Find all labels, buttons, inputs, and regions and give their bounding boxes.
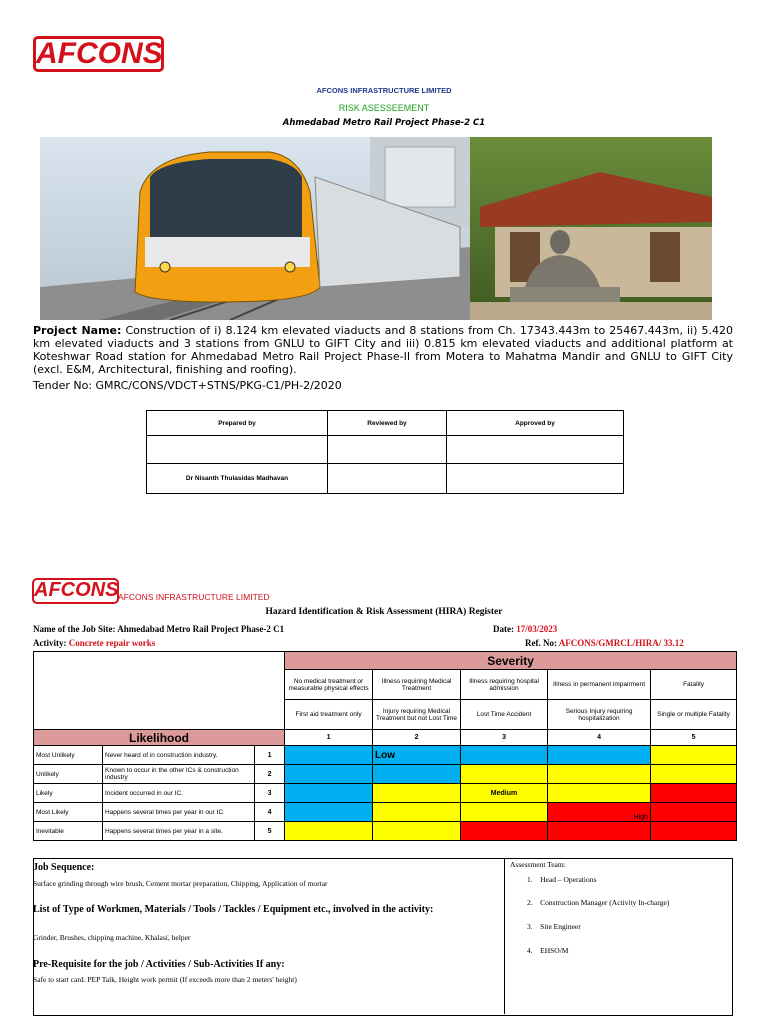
ref-label: Ref. No: <box>525 638 559 648</box>
likelihood-header: Likelihood <box>34 730 285 746</box>
risk-cell <box>285 803 373 822</box>
risk-cell <box>285 765 373 784</box>
likelihood-num: 3 <box>255 784 285 803</box>
assessment-team-label: Assessment Team: <box>510 860 566 869</box>
likelihood-num: 5 <box>255 822 285 841</box>
team-member-name: Site Engineer <box>540 922 581 931</box>
cover-photo-collage <box>40 137 712 320</box>
project-subtitle: Ahmedabad Metro Rail Project Phase-2 C1 <box>282 118 486 128</box>
risk-cell <box>461 822 548 841</box>
severity-desc-2-3: Lost Time Accident <box>461 700 548 730</box>
likelihood-name: Inevitable <box>34 822 103 841</box>
team-member <box>527 898 669 907</box>
team-member <box>527 875 596 884</box>
risk-cell <box>373 822 461 841</box>
risk-cell <box>373 803 461 822</box>
date-line <box>493 624 557 634</box>
prerequisite-text: Safe to start card. PEP Talk, Height work permit (If exceeds more than 2 meters' height) <box>33 975 297 984</box>
date-value: 17/03/2023 <box>516 624 558 634</box>
reviewed-by-header: Reviewed by <box>328 411 447 436</box>
hira-company-name: AFCONS INFRASTRUCTURE LIMITED <box>118 592 270 602</box>
risk-cell <box>285 746 373 765</box>
reviewed-by-signature <box>328 436 447 464</box>
activity-line <box>33 638 155 648</box>
team-member <box>527 946 568 955</box>
team-member-name: EHSO/M <box>540 946 569 955</box>
risk-cell-high: High <box>548 803 651 822</box>
workmen-text: Grinder, Brushes, chipping machine, Khalasi, helper <box>33 933 191 942</box>
prepared-by-header: Prepared by <box>147 411 328 436</box>
project-description <box>33 324 733 376</box>
likelihood-name: Most Unlikely <box>34 746 103 765</box>
cover-photo-illustration <box>40 137 712 320</box>
risk-cell-medium: Medium <box>461 784 548 803</box>
risk-cell <box>651 784 737 803</box>
document-title: RISK ASESSEEMENT <box>338 103 430 113</box>
risk-cell <box>461 803 548 822</box>
reviewed-by-name <box>328 464 447 494</box>
afcons-logo: AFCONS <box>33 36 164 72</box>
job-site-label: Name of the Job Site: <box>33 624 116 634</box>
team-member-index: 3. <box>527 922 541 931</box>
risk-cell <box>461 765 548 784</box>
likelihood-desc: Known to occur in the other ICs & construction industry <box>103 765 255 784</box>
likelihood-num: 2 <box>255 765 285 784</box>
severity-desc-1-1: No medical treatment or measurable physical effects <box>285 670 373 700</box>
severity-header: Severity <box>285 652 737 670</box>
approval-table <box>146 410 624 494</box>
job-sequence-label: Job Sequence: <box>33 862 95 873</box>
approved-by-header: Approved by <box>447 411 624 436</box>
severity-desc-2-2: Injury requiring Medical Treatment but not Lost Time <box>373 700 461 730</box>
risk-cell <box>651 822 737 841</box>
severity-desc-1-2: Illness requiring Medical Treatment <box>373 670 461 700</box>
job-site-line <box>33 624 284 634</box>
job-sequence-text: Surface grinding through wire brush, Cement mortar preparation, Chipping, Application of mortar <box>33 879 328 888</box>
risk-cell <box>373 784 461 803</box>
prepared-by-signature <box>147 436 328 464</box>
workmen-label: List of Type of Workmen, Materials / Tools / Tackles / Equipment etc., involved in the activity: <box>33 904 434 915</box>
risk-matrix <box>33 651 737 841</box>
team-member-index: 1. <box>527 875 541 884</box>
risk-cell <box>285 822 373 841</box>
matrix-corner <box>34 652 285 730</box>
ref-line <box>525 638 684 648</box>
likelihood-desc: Never heard of in construction industry. <box>103 746 255 765</box>
likelihood-desc: Happens several times per year in a site. <box>103 822 255 841</box>
job-site-value: Ahmedabad Metro Rail Project Phase-2 C1 <box>115 624 285 634</box>
hira-title: Hazard Identification & Risk Assessment (HIRA) Register <box>265 607 503 617</box>
prerequisite-label: Pre-Requisite for the job / Activities / Sub-Activities If any: <box>33 959 285 970</box>
team-member-index: 2. <box>527 898 541 907</box>
risk-cell <box>651 746 737 765</box>
severity-col-5: 5 <box>651 730 737 746</box>
severity-desc-2-5: Single or multiple Fatality <box>651 700 737 730</box>
likelihood-desc: Incident occurred in our IC. <box>103 784 255 803</box>
likelihood-num: 1 <box>255 746 285 765</box>
company-name: AFCONS INFRASTRUCTURE LIMITED <box>316 86 452 95</box>
severity-col-3: 3 <box>461 730 548 746</box>
activity-label: Activity: <box>33 638 69 648</box>
likelihood-num: 4 <box>255 803 285 822</box>
risk-cell <box>548 746 651 765</box>
project-name-text: Construction of i) 8.124 km elevated viaducts and 8 stations from Ch. 17343.443m to 25467.443m, ii) 5.420 km elevated viaducts and 3 stations from GNLU to GIFT City and iii) 0.815 km elevated viaducts and additional platform at Koteshwar Road station for Ahmedabad Metro Rail Project Phase-II from Motera to Mahatma Mandir and GNLU to GIFT City (excl. E&M, Architectural, finishing and roofing). <box>33 324 733 376</box>
ref-value: AFCONS/GMRCL/HIRA/ 33.12 <box>558 638 684 648</box>
approved-by-name <box>447 464 624 494</box>
team-member-index: 4. <box>527 946 541 955</box>
risk-cell-low: Low <box>373 746 461 765</box>
job-details-divider <box>504 858 505 1014</box>
team-member-name: Head – Operations <box>540 875 597 884</box>
likelihood-desc: Happens several times per year in our IC <box>103 803 255 822</box>
severity-col-2: 2 <box>373 730 461 746</box>
severity-desc-1-5: Fatality <box>651 670 737 700</box>
risk-cell <box>548 765 651 784</box>
severity-desc-2-4: Serious Injury requiring hospitalization <box>548 700 651 730</box>
risk-cell <box>651 803 737 822</box>
team-member <box>527 922 581 931</box>
severity-col-4: 4 <box>548 730 651 746</box>
risk-cell <box>651 765 737 784</box>
severity-col-1: 1 <box>285 730 373 746</box>
activity-value: Concrete repair works <box>68 638 156 648</box>
likelihood-name: Unlikely <box>34 765 103 784</box>
approved-by-signature <box>447 436 624 464</box>
likelihood-name: Likely <box>34 784 103 803</box>
severity-desc-2-1: First aid treatment only <box>285 700 373 730</box>
afcons-logo-small: AFCONS <box>32 578 119 604</box>
team-member-name: Construction Manager (Activity In-charge) <box>540 898 670 907</box>
date-label: Date: <box>493 624 517 634</box>
risk-cell <box>548 784 651 803</box>
tender-number: Tender No: GMRC/CONS/VDCT+STNS/PKG-C1/PH-2/2020 <box>33 379 342 392</box>
likelihood-name: Most Likely <box>34 803 103 822</box>
risk-cell <box>285 784 373 803</box>
severity-desc-1-4: Illness in permanent impairment <box>548 670 651 700</box>
prepared-by-name: Dr Nisanth Thulasidas Madhavan <box>147 464 328 494</box>
risk-cell <box>373 765 461 784</box>
project-name-label: Project Name: <box>33 324 122 337</box>
severity-desc-1-3: Illness requiring hospital admission <box>461 670 548 700</box>
risk-cell <box>548 822 651 841</box>
risk-cell <box>461 746 548 765</box>
